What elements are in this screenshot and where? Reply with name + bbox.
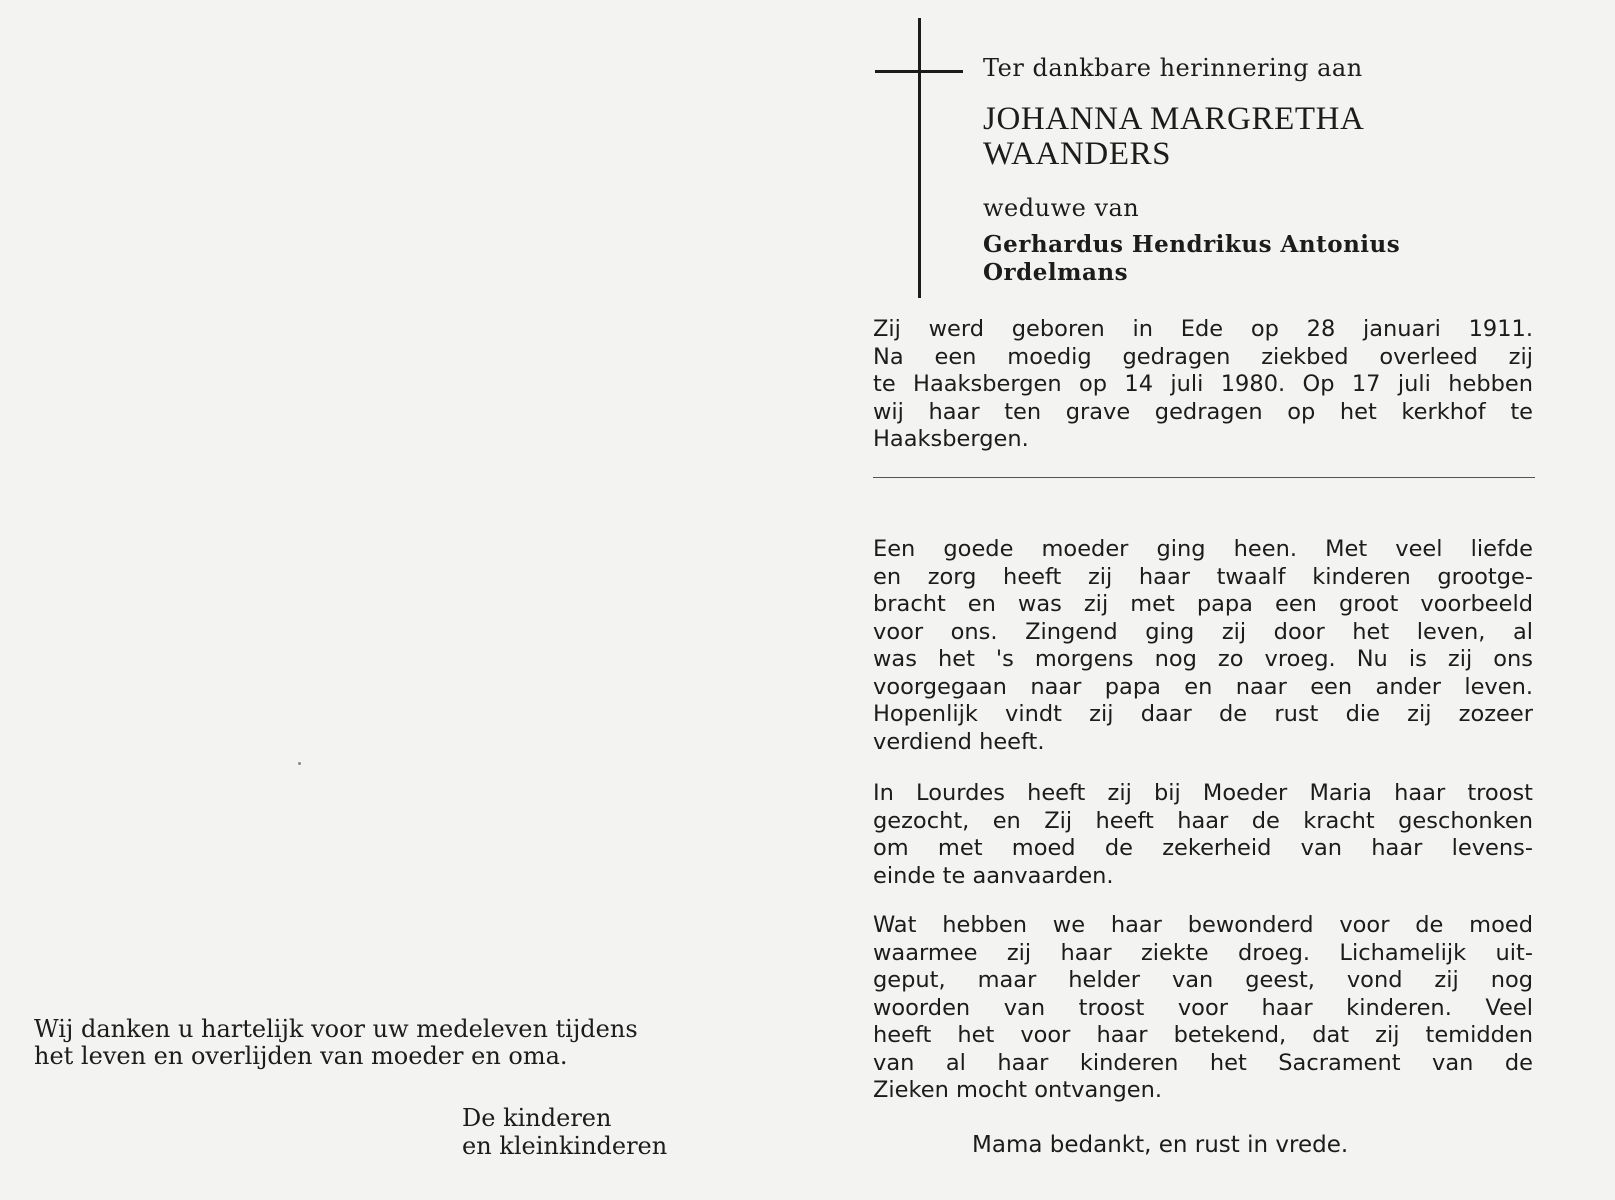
paragraph-line: woorden van troost voor haar kinderen. Veel xyxy=(873,994,1533,1021)
name-line: JOHANNA MARGRETHA xyxy=(983,101,1365,137)
signoff-line: De kinderen xyxy=(462,1104,612,1132)
deceased-name xyxy=(983,102,1364,172)
paragraph-line: verdiend heeft. xyxy=(873,728,1045,755)
name-line: WAANDERS xyxy=(983,136,1172,172)
paragraph-line: om met moed de zekerheid van haar levens- xyxy=(873,835,1533,861)
paragraph-line: geput, maar helder van geest, vond zij nog xyxy=(873,967,1533,993)
paper-speck xyxy=(298,762,301,765)
paragraph-line: Zij werd geboren in Ede op 28 januari 1911. xyxy=(873,316,1533,342)
admiration-paragraph xyxy=(873,912,1533,1105)
paragraph-line: Haaksbergen. xyxy=(873,426,1029,452)
paragraph-line: was het 's morgens nog zo vroeg. Nu is zij ons xyxy=(873,646,1533,672)
paragraph-line: bracht en was zij met papa een groot voorbeeld xyxy=(873,591,1533,617)
mother-paragraph xyxy=(873,536,1533,756)
paragraph-line: Een goede moeder ging heen. Met veel liefde xyxy=(873,536,1533,562)
divider xyxy=(873,477,1535,478)
lourdes-paragraph xyxy=(873,780,1533,890)
paragraph-line: waarmee zij haar ziekte droeg. Lichamelijk uit- xyxy=(873,939,1533,966)
paragraph-line: heeft het voor haar betekend, dat zij temidden xyxy=(873,1022,1533,1048)
paragraph-line: einde te aanvaarden. xyxy=(873,862,1114,889)
paragraph-line: van al haar kinderen het Sacrament van de xyxy=(873,1049,1533,1076)
paragraph-line: Wat hebben we haar bewonderd voor de moed xyxy=(873,912,1533,938)
thanks-line: Wij danken u hartelijk voor uw medeleven tijdens xyxy=(34,1015,638,1043)
paragraph-line: Zieken mocht ontvangen. xyxy=(873,1077,1163,1103)
paragraph-line: In Lourdes heeft zij bij Moeder Maria haar troost xyxy=(873,780,1533,806)
signoff xyxy=(462,1104,667,1160)
closing-text: Mama bedankt, en rust in vrede. xyxy=(972,1132,1349,1158)
birth-death-paragraph xyxy=(873,316,1533,454)
husband-line: Ordelmans xyxy=(983,259,1129,286)
husband-line: Gerhardus Hendrikus Antonius xyxy=(983,231,1401,258)
widow-label: weduwe van xyxy=(983,194,1140,222)
paragraph-line: en zorg heeft zij haar twaalf kinderen grootge- xyxy=(873,563,1533,590)
cross-horizontal-bar xyxy=(875,70,963,73)
cross-vertical-bar xyxy=(918,18,921,298)
paragraph-line: Hopenlijk vindt zij daar de rust die zij zozeer xyxy=(873,701,1533,727)
signoff-line: en kleinkinderen xyxy=(462,1132,668,1160)
paragraph-line: Na een moedig gedragen ziekbed overleed zij xyxy=(873,343,1533,370)
paragraph-line: te Haaksbergen op 14 juli 1980. Op 17 juli hebben xyxy=(873,371,1533,397)
thanks-line: het leven en overlijden van moeder en oma. xyxy=(34,1042,568,1070)
paragraph-line: voorgegaan naar papa en naar een ander leven. xyxy=(873,673,1533,700)
paragraph-line: gezocht, en Zij heeft haar de kracht geschonken xyxy=(873,807,1533,834)
paragraph-line: voor ons. Zingend ging zij door het leven, al xyxy=(873,618,1533,645)
paragraph-line: wij haar ten grave gedragen op het kerkhof te xyxy=(873,398,1533,425)
intro-text: Ter dankbare herinnering aan xyxy=(983,54,1363,82)
thanks-message xyxy=(34,1016,714,1070)
husband-name xyxy=(983,231,1400,287)
